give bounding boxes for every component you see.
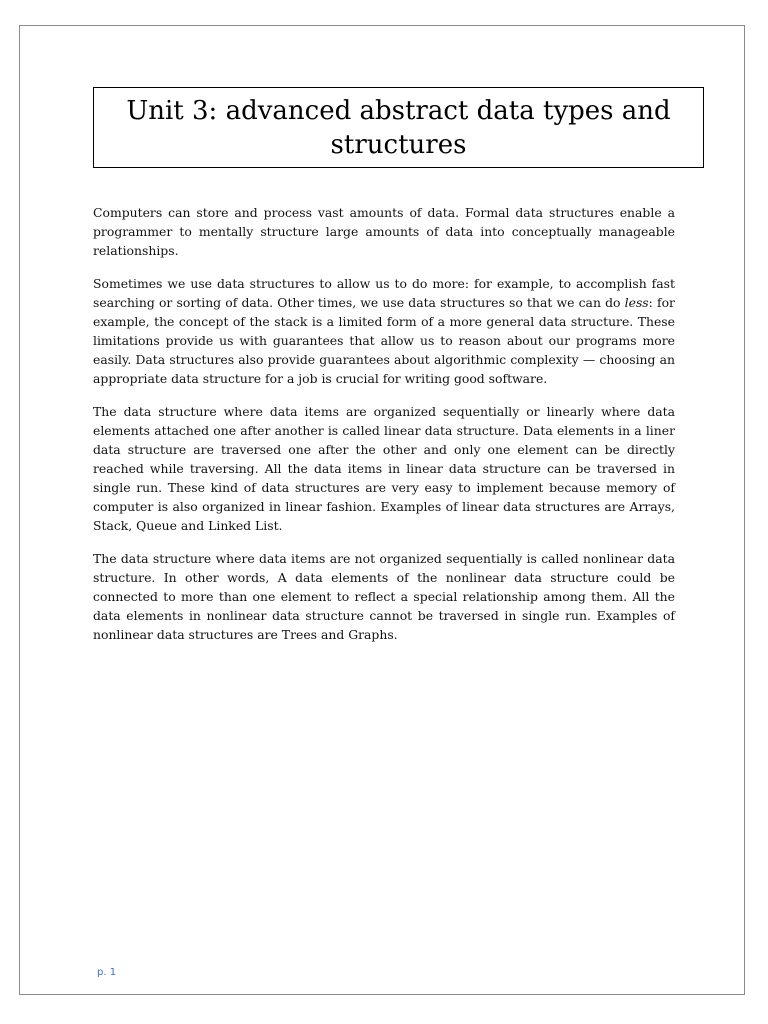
paragraph-purpose xyxy=(93,274,675,388)
paragraph-purpose-end: : for example, the concept of the stack is a limited form of a more general data structure. These limitations provide us with guarantees that allow us to reason about our programs more easily. Data structures also provide guarantees about algorithmic complexity — choosing an appropriate data structure for a job is crucial for writing good software. xyxy=(93,295,675,386)
paragraph-nonlinear: The data structure where data items are not organized sequentially is called nonlinear data structure. In other words, A data elements of the nonlinear data structure could be connected to more than one element to reflect a special relationship among them. All the data elements in nonlinear data structure cannot be traversed in single run. Examples of nonlinear data structures are Trees and Graphs. xyxy=(93,551,675,642)
paragraph-linear: The data structure where data items are organized sequentially or linearly where data elements attached one after another is called linear data structure. Data elements in a liner data structure are traversed one after the other and only one element can be directly reached while traversing. All the data items in linear data structure can be traversed in single run. These kind of data structures are very easy to implement because memory of computer is also organized in linear fashion. Examples of linear data structures are Arrays, Stack, Queue and Linked List. xyxy=(93,404,675,533)
paragraph-purpose-start: Sometimes we use data structures to allow us to do more: for example, to accomplish fast searching or sorting of data. Other times, we use data structures so that we can do xyxy=(93,276,675,310)
title-box xyxy=(93,87,704,168)
paragraph-intro: Computers can store and process vast amounts of data. Formal data structures enable a programmer to mentally structure large amounts of data into conceptually manageable relationships. xyxy=(93,205,675,258)
page-title: Unit 3: advanced abstract data types and structures xyxy=(126,95,671,160)
page-number: p. 1 xyxy=(97,967,117,978)
document-body xyxy=(93,203,675,658)
emphasis-less: less xyxy=(624,295,649,310)
